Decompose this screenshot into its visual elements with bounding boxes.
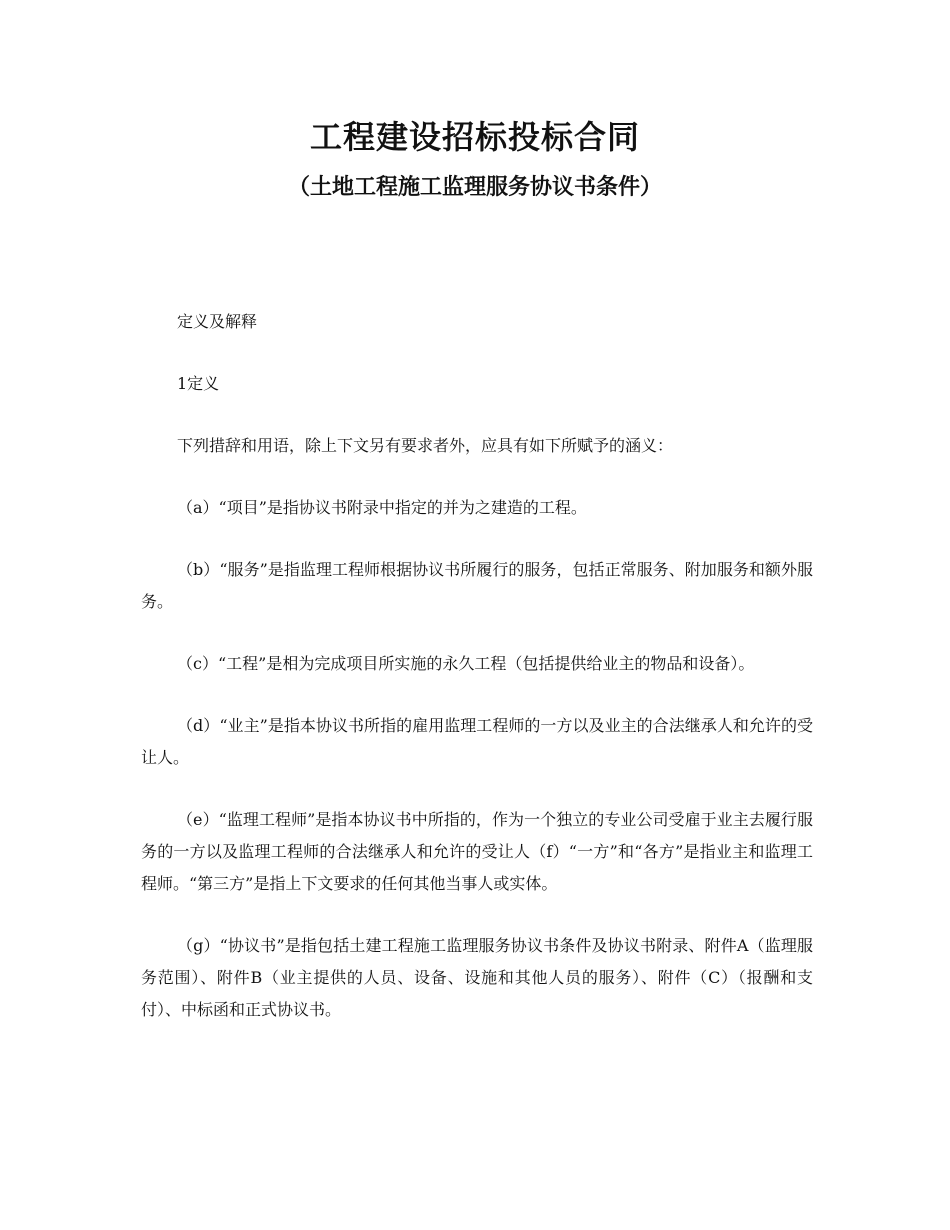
body-paragraph: 下列措辞和用语，除上下文另有要求者外，应具有如下所赋予的涵义： (177, 436, 674, 455)
definition-item: （g）“协议书”是指包括土建工程施工监理服务协议书条件及协议书附录、附件A（监理服务范围）、附件B（业主提供的人员、设备、设施和其他人员的服务）、附件（C）（报酬和支付）、中标函和正式协议书。 (141, 936, 813, 1019)
document-body (141, 306, 813, 1056)
document-subtitle: （土地工程施工监理服务协议书条件） (287, 174, 662, 200)
clause-heading: 1定义 (177, 374, 220, 393)
definition-item: （b）“服务”是指监理工程师根据协议书所履行的服务，包括正常服务、附加服务和额外服务。 (141, 560, 813, 611)
definition-item: （e）“监理工程师”是指本协议书中所指的，作为一个独立的专业公司受雇于业主去履行服务的一方以及监理工程师的合法继承人和允许的受让人（f）“一方”和“各方”是指业主和监理工程师。“第三方”是指上下文要求的任何其他当事人或实体。 (141, 810, 813, 893)
definition-item: （a）“项目”是指协议书附录中指定的并为之建造的工程。 (177, 498, 587, 517)
definition-item: （c）“工程”是相为完成项目所实施的永久工程（包括提供给业主的物品和设备）。 (177, 654, 755, 673)
document-title: 工程建设招标投标合同 (309, 118, 640, 156)
section-heading: 定义及解释 (177, 312, 258, 331)
definition-item: （d）“业主”是指本协议书所指的雇用监理工程师的一方以及业主的合法继承人和允许的受让人。 (141, 716, 813, 767)
